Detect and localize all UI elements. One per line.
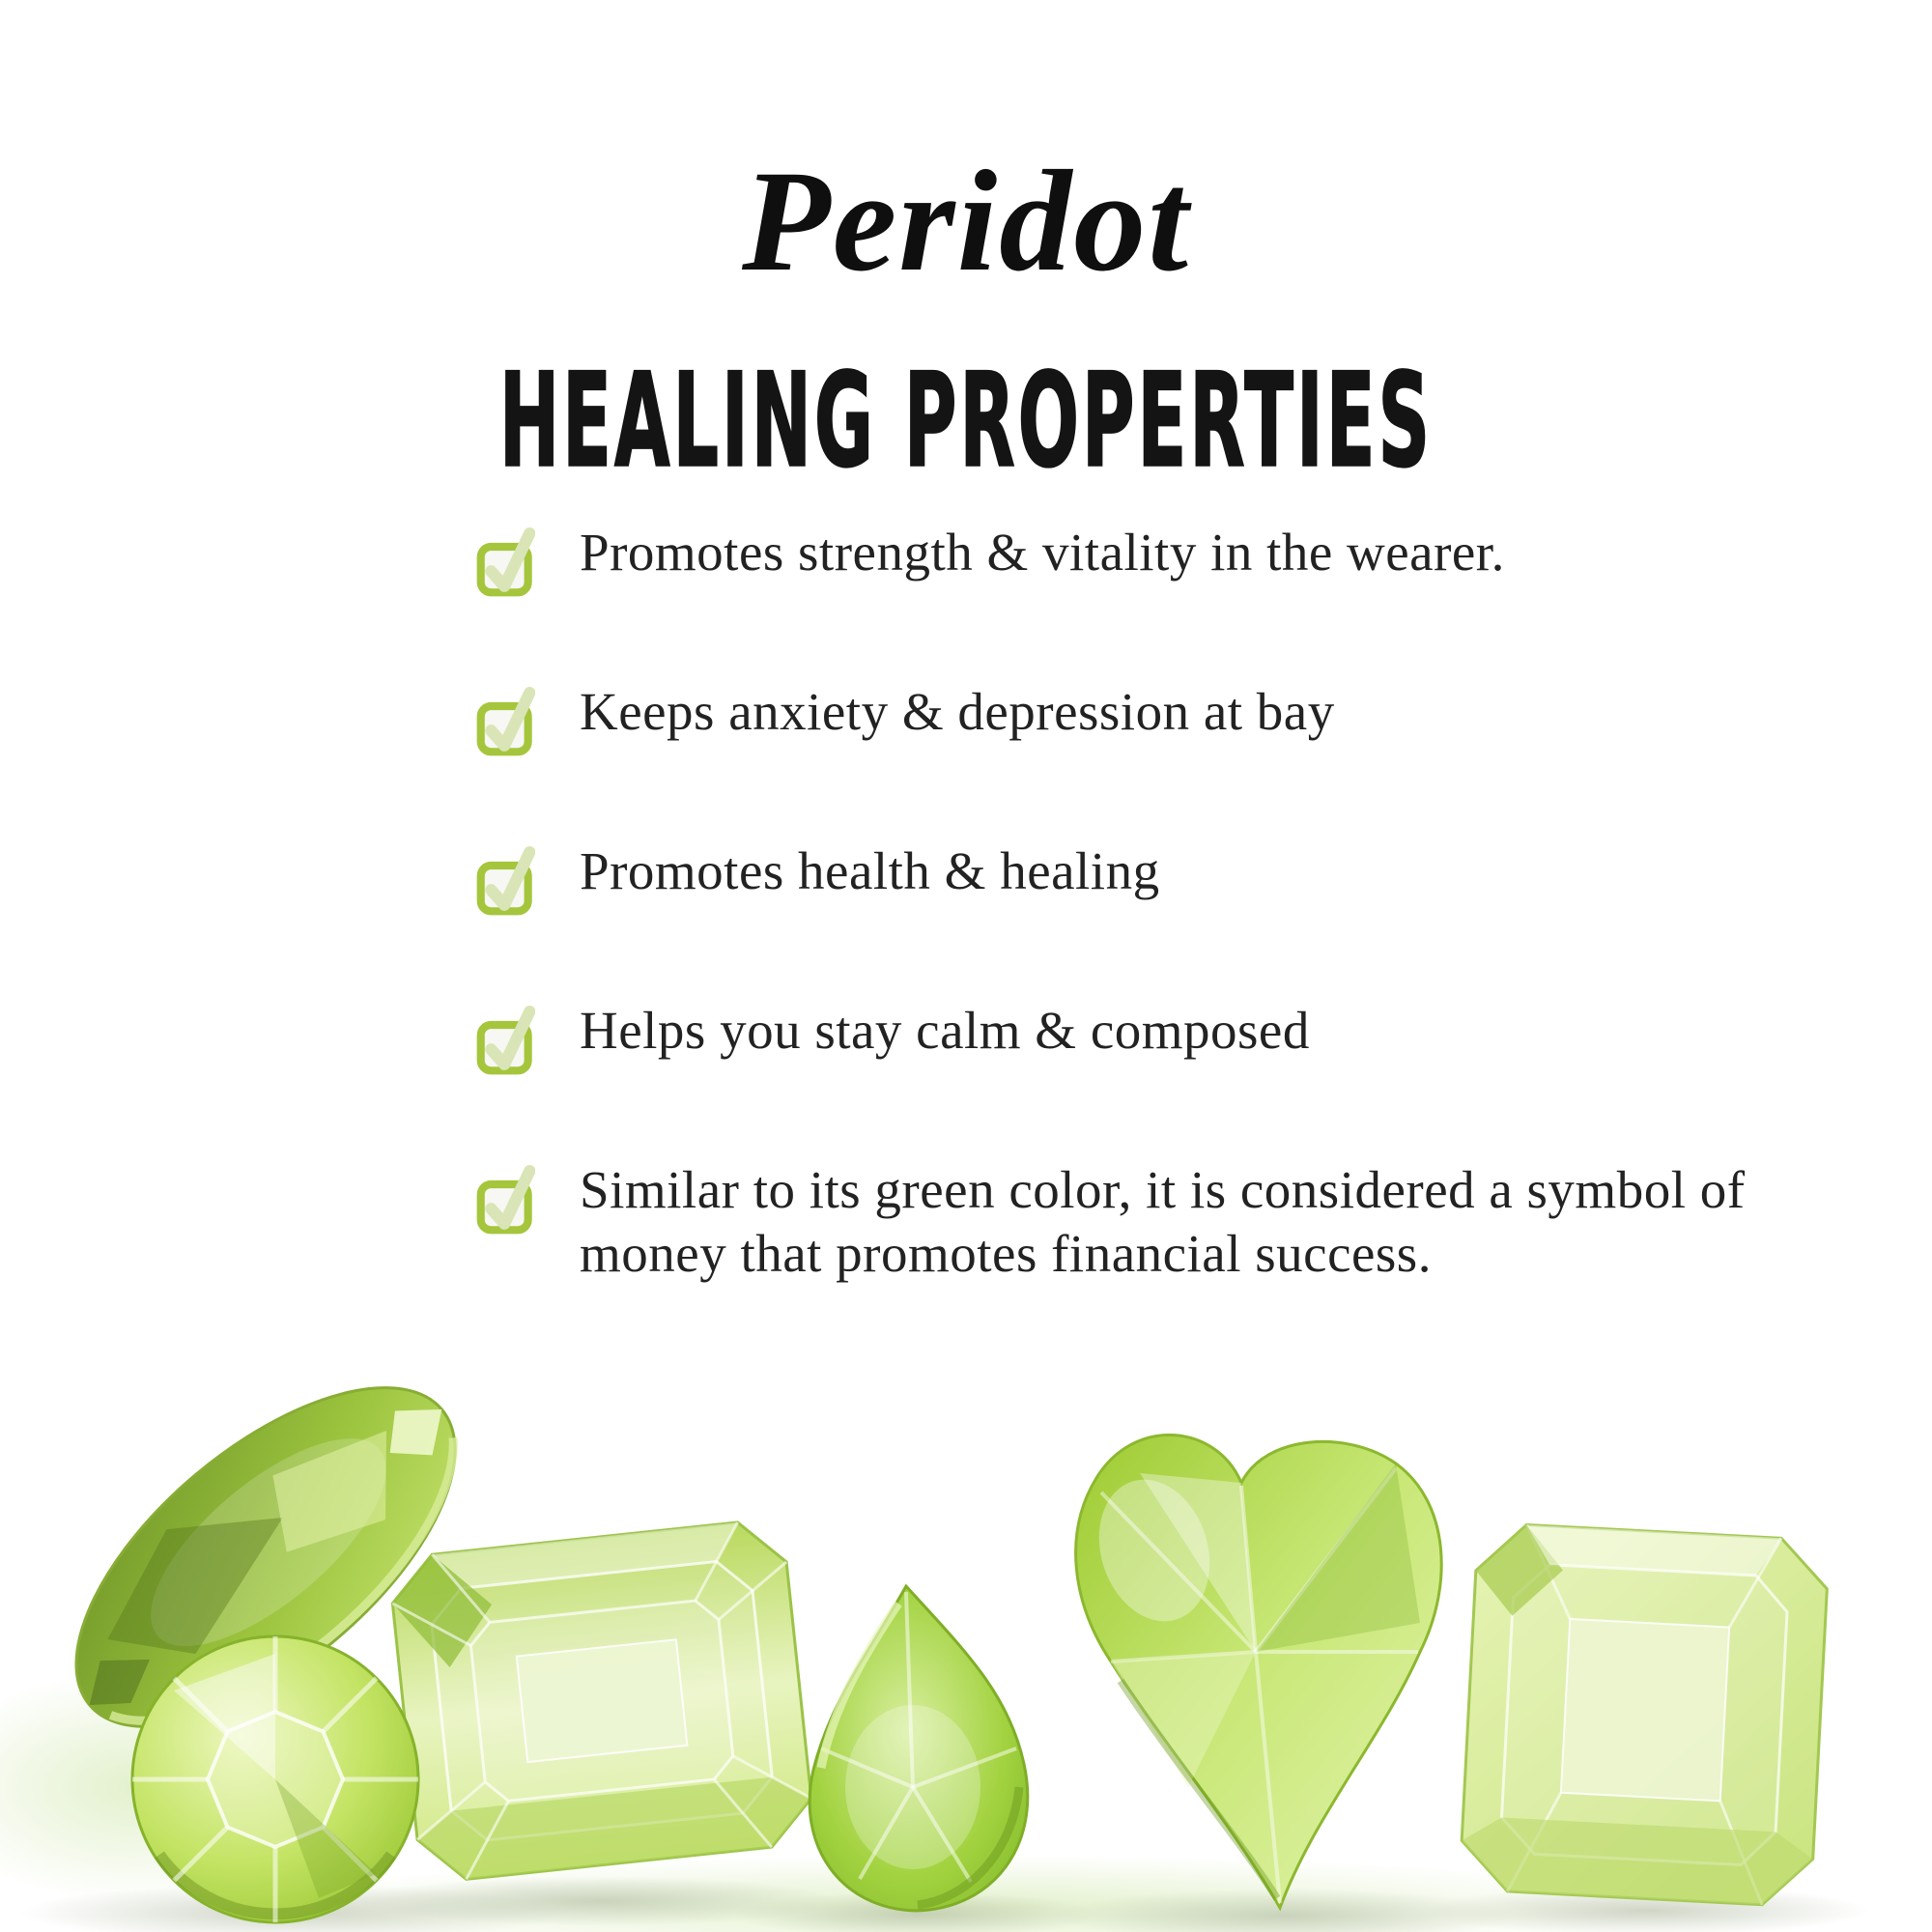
round-cut-peridot-icon [132,1636,418,1922]
list-item-label: Keeps anxiety & depression at bay [580,682,1335,741]
checkbox-checked-icon [475,685,535,757]
heart-cut-peridot-icon [1076,1435,1442,1908]
checkbox-checked-icon [475,1004,535,1076]
list-item-label: Promotes strength & vitality in the wearer. [580,523,1505,582]
pear-cut-peridot-icon [810,1586,1028,1911]
list-item [475,1160,1760,1286]
page-subtitle: HEALING PROPERTIES [498,346,1434,497]
checkbox-checked-icon [475,526,535,598]
list-item-label: Helps you stay calm & composed [580,1001,1310,1060]
list-item [475,682,1760,757]
list-item [475,523,1760,598]
healing-properties-list [475,523,1760,1286]
list-item [475,841,1760,917]
checkbox-checked-icon [475,1163,535,1236]
list-item-label: Promotes health & healing [580,841,1160,900]
page-title: Peridot [742,140,1190,301]
list-item-label: Similar to its green color, it is considered a symbol of money that promotes financial success. [580,1160,1746,1283]
square-cut-peridot-icon [1460,1522,1830,1908]
peridot-gems-photo [0,1333,1932,1932]
list-item [475,1001,1760,1076]
checkbox-checked-icon [475,844,535,917]
emerald-cut-peridot-icon [388,1518,816,1884]
